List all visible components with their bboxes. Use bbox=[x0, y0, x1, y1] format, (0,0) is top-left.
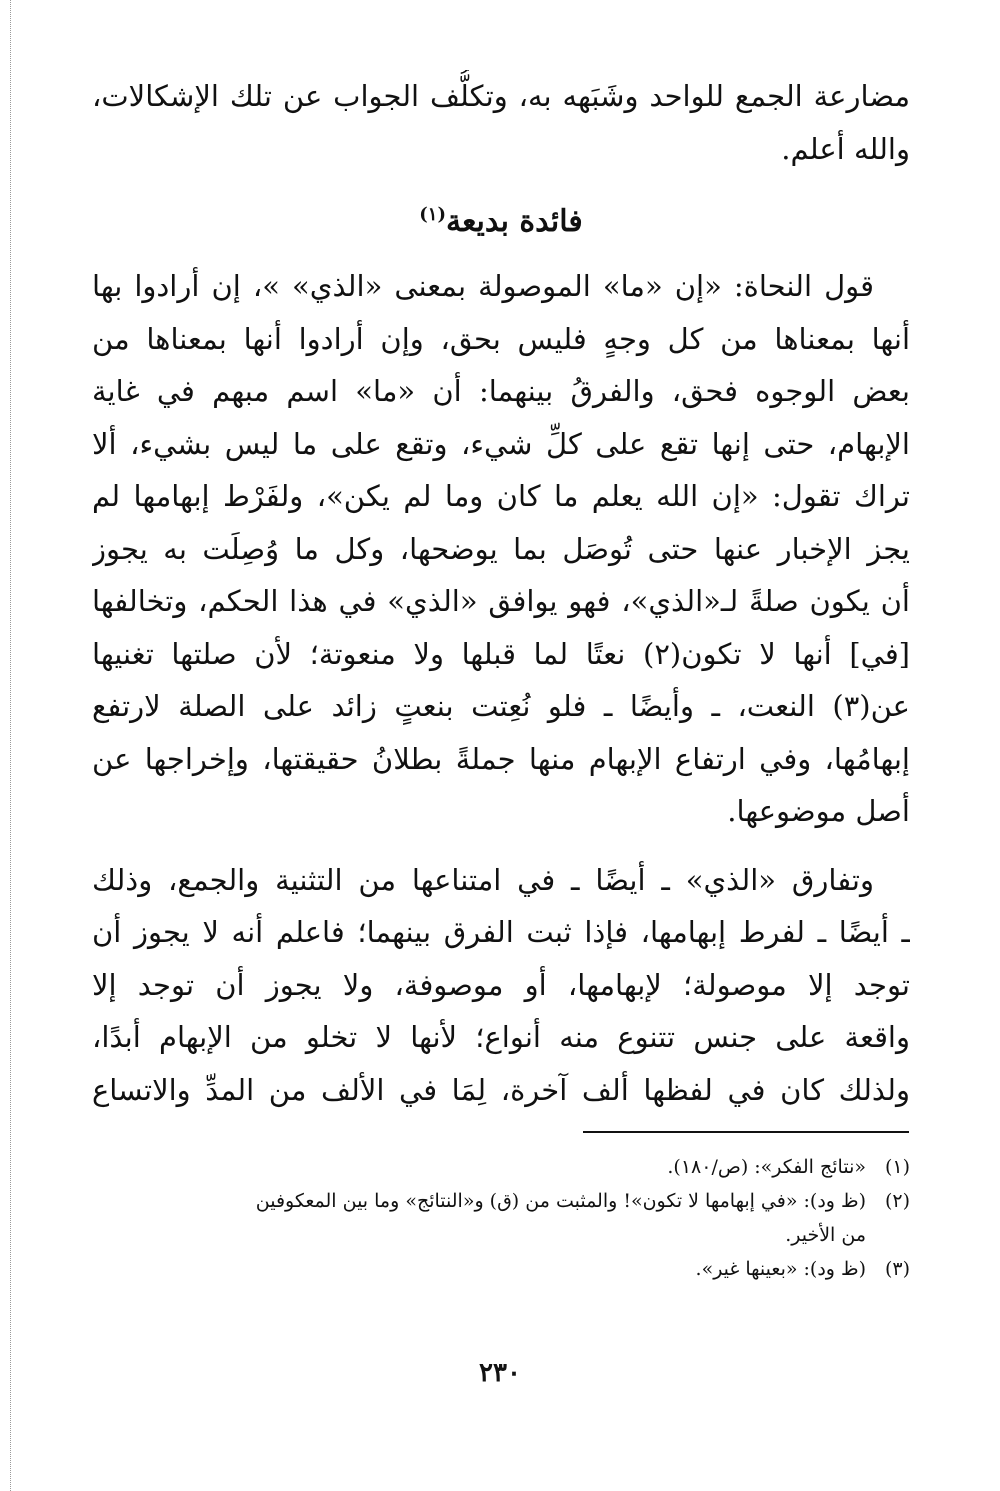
text-line: وتفارق «الذي» ـ أيضًا ـ في امتناعها من التثنية والجمع، وذلك bbox=[92, 862, 874, 897]
footnotes bbox=[92, 1150, 910, 1286]
text-line: أنها بمعناها من كل وجهٍ فليس بحق، وإن أرادوا أنها بمعناها من bbox=[92, 321, 910, 356]
footnote bbox=[92, 1150, 910, 1184]
text-line: يجز الإخبار عنها حتى تُوصَل بما يوضحها، وكل ما وُصِلَت به يجوز bbox=[92, 531, 910, 566]
footnote bbox=[92, 1184, 910, 1218]
text-line: توجد إلا موصولة؛ لإبهامها، أو موصوفة، ولا يجوز أن توجد إلا bbox=[92, 967, 910, 1002]
text-line: إبهامُها، وفي ارتفاع الإبهام منها جملةً بطلانُ حقيقتها، وإخراجها عن bbox=[92, 741, 910, 776]
text-line: أصل موضوعها. bbox=[727, 794, 910, 828]
page-edge-dotted-line bbox=[10, 0, 11, 1491]
text-line: واقعة على جنس تتنوع منه أنواع؛ لأنها لا تخلو من الإبهام أبدًا، bbox=[92, 1020, 910, 1054]
footnote-separator bbox=[583, 1131, 909, 1133]
page-number: ٢٣٠ bbox=[479, 1358, 521, 1388]
text-line: ـ أيضًا ـ لفرط إبهامها، فإذا ثبت الفرق بينهما؛ فاعلم أنه لا يجوز أن bbox=[92, 915, 910, 949]
footnote bbox=[92, 1252, 910, 1286]
footnote-continuation: من الأخير. bbox=[785, 1224, 866, 1246]
footnote-ref: (١) bbox=[419, 204, 446, 225]
text-line: قول النحاة: «إن «ما» الموصولة بمعنى «الذي» »، إن أرادوا بها bbox=[92, 269, 874, 303]
footnote-number: (١) bbox=[884, 1156, 910, 1178]
main-text bbox=[92, 70, 910, 1116]
section-title bbox=[92, 193, 910, 244]
text-line: ولذلك كان في لفظها ألف آخرة، لِمَا في الألف من المدِّ والاتساع bbox=[92, 1072, 910, 1107]
text-line: بعض الوجوه فحق، والفرقُ بينهما: أن «ما» اسم مبهم في غاية bbox=[92, 374, 910, 408]
footnote-number: (٢) bbox=[884, 1190, 910, 1212]
text-line: مضارعة الجمع للواحد وشَبَهه به، وتكلُّف الجواب عن تلك الإشكالات، bbox=[92, 79, 910, 113]
paragraph-1 bbox=[92, 260, 910, 838]
text-line: تراك تقول: «إن الله يعلم ما كان وما لم يكن»، ولفَرْط إبهامها لم bbox=[92, 479, 910, 513]
text-line: والله أعلم. bbox=[781, 131, 910, 166]
text-line: عن(٣) النعت، ـ وأيضًا ـ فلو نُعِتت بنعتٍ زائد على الصلة لارتفع bbox=[92, 689, 910, 723]
text-line: [في] أنها لا تكون(٢) نعتًا لما قبلها ولا منعوتة؛ لأن صلتها تغنيها bbox=[92, 636, 910, 671]
paragraph-2 bbox=[92, 854, 910, 1117]
footnote-text: (ظ ود): «بعينها غير». bbox=[695, 1258, 866, 1280]
footnote-number: (٣) bbox=[884, 1258, 910, 1280]
text-line: الإبهام، حتى إنها تقع على كلِّ شيء، وتقع على ما ليس بشيء، ألا bbox=[92, 426, 910, 461]
footnote-text: «نتائج الفكر»: (ص/١٨٠). bbox=[667, 1156, 866, 1178]
section-title-text: فائدة بديعة bbox=[445, 204, 583, 239]
footnote-text: (ظ ود): «في إبهامها لا تكون»! والمثبت من (ق) و«النتائج» وما بين المعكوفين bbox=[255, 1190, 866, 1212]
text-line: أن يكون صلةً لـ«الذي»، فهو يوافق «الذي» في هذا الحكم، وتخالفها bbox=[92, 584, 910, 618]
